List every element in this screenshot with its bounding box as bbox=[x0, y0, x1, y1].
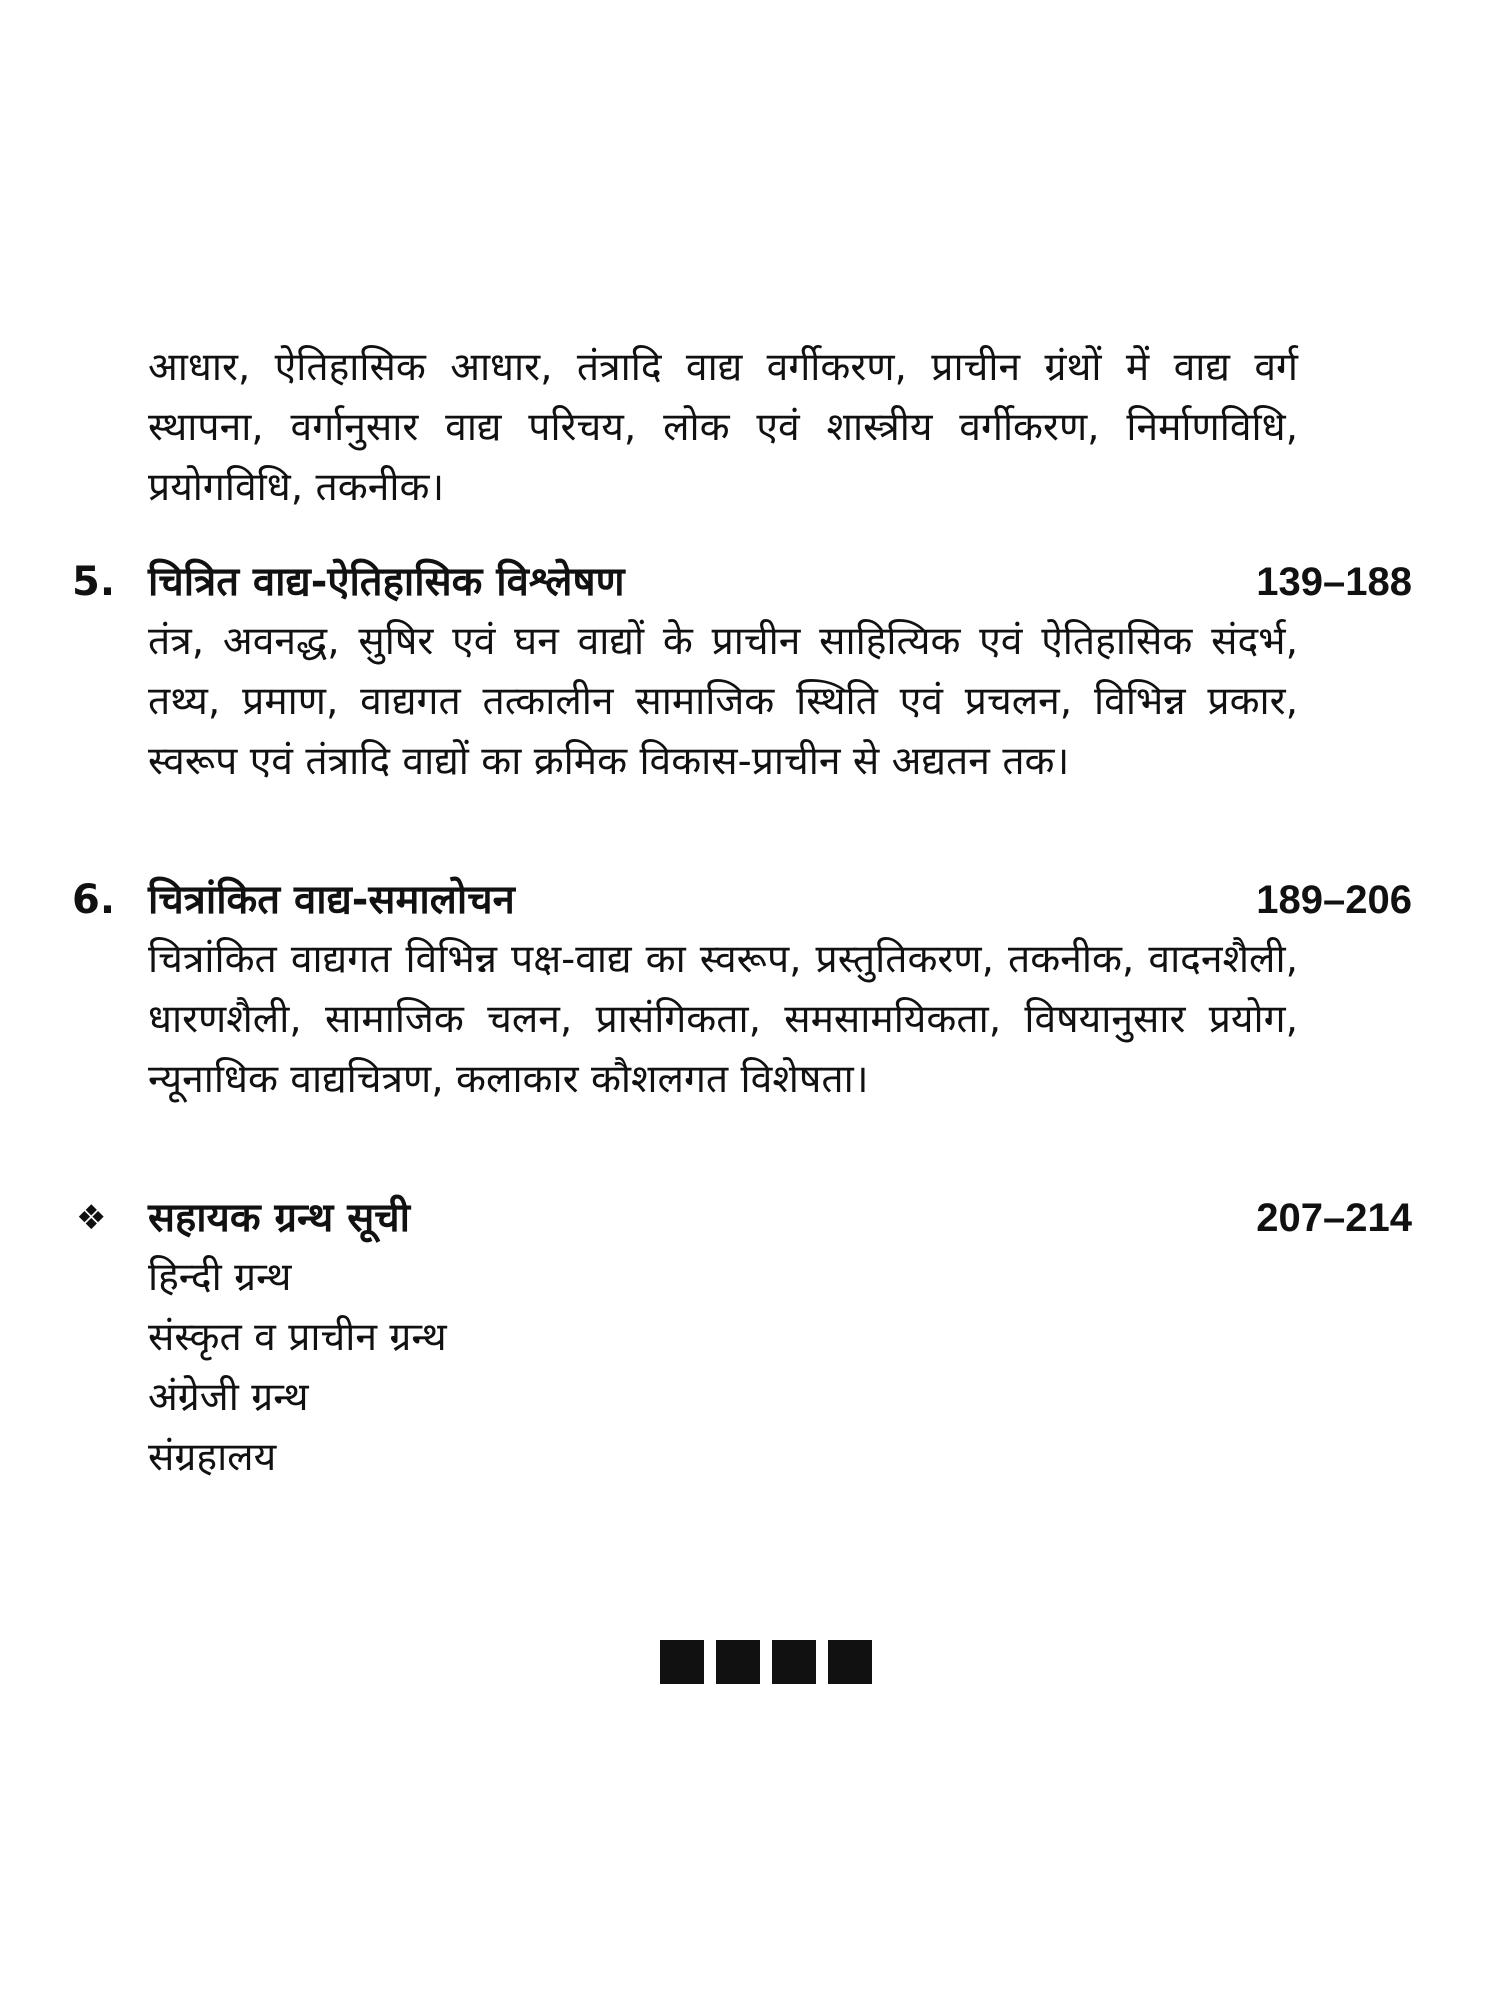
list-item: संग्रहालय bbox=[148, 1435, 277, 1480]
bibliography-page-range: 207–214 bbox=[1256, 1196, 1412, 1240]
bibliography-heading bbox=[72, 1188, 1412, 1248]
list-item: अंग्रेजी ग्रन्थ bbox=[148, 1375, 309, 1420]
entry-page-range: 139–188 bbox=[1256, 560, 1412, 604]
entry-title: चित्रित वाद्य-ऐतिहासिक विश्लेषण bbox=[148, 559, 625, 605]
end-of-section-mark bbox=[660, 1640, 872, 1684]
list-item: हिन्दी ग्रन्थ bbox=[148, 1255, 292, 1300]
bibliography-title: सहायक ग्रन्थ सूची bbox=[148, 1195, 411, 1241]
toc-entry-5-heading bbox=[72, 552, 1412, 612]
end-mark-block bbox=[772, 1640, 816, 1684]
toc-entry-6-description: चित्रांकित वाद्यगत विभिन्न पक्ष-वाद्य का स्वरूप, प्रस्तुतिकरण, तकनीक, वादनशैली, धारणशैली, सामाजिक चलन, प्रासंगिकता, समसामयिकता, विषयानुसार प्रयोग, न्यूनाधिक वाद्यचित्रण, कलाकार कौशलगत विशेषता। bbox=[148, 937, 1298, 1102]
entry-title: चित्रांकित वाद्य-समालोचन bbox=[148, 877, 515, 923]
list-item: संस्कृत व प्राचीन ग्रन्थ bbox=[148, 1315, 447, 1360]
end-mark-block bbox=[660, 1640, 704, 1684]
end-mark-block bbox=[716, 1640, 760, 1684]
entry-number: 6. bbox=[72, 877, 116, 923]
end-mark-block bbox=[828, 1640, 872, 1684]
diamond-bullet-icon: ❖ bbox=[76, 1198, 107, 1238]
toc-entry-5-description: तंत्र, अवनद्ध, सुषिर एवं घन वाद्यों के प्राचीन साहित्यिक एवं ऐतिहासिक संदर्भ, तथ्य, प्रमाण, वाद्यगत तत्कालीन सामाजिक स्थिति एवं प्रचलन, विभिन्न प्रकार, स्वरूप एवं तंत्रादि वाद्यों का क्रमिक विकास-प्राचीन से अद्यतन तक। bbox=[148, 619, 1298, 784]
entry-page-range: 189–206 bbox=[1256, 878, 1412, 922]
bibliography-list bbox=[148, 1248, 948, 1488]
entry-number: 5. bbox=[72, 559, 116, 605]
intro-paragraph: आधार, ऐतिहासिक आधार, तंत्रादि वाद्य वर्गीकरण, प्राचीन ग्रंथों में वाद्य वर्ग स्थापना, वर्गानुसार वाद्य परिचय, लोक एवं शास्त्रीय वर्गीकरण, निर्माणविधि, प्रयोगविधि, तकनीक। bbox=[148, 345, 1298, 510]
toc-entry-6-heading bbox=[72, 870, 1412, 930]
